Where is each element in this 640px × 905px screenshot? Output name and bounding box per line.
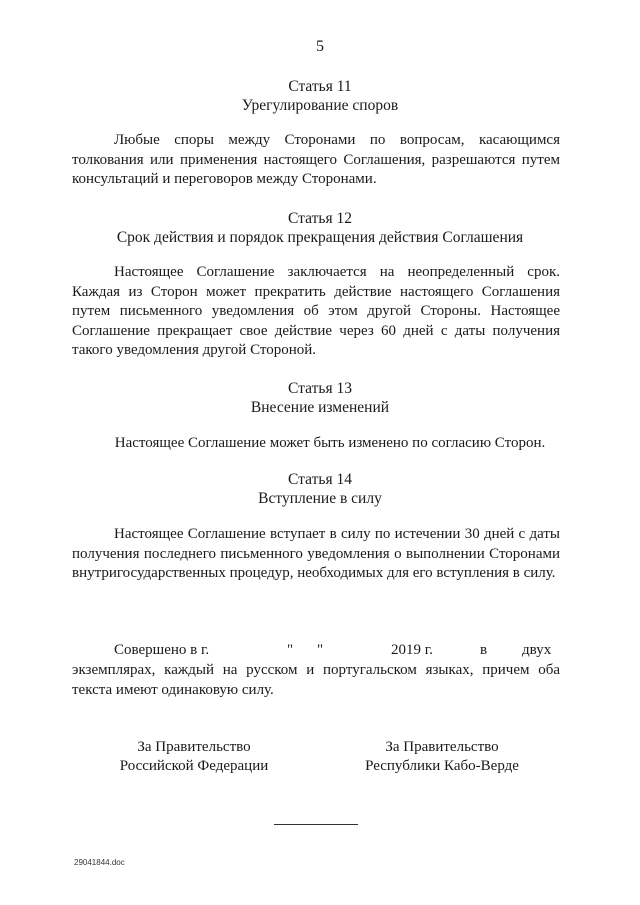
signing-clause-rest: экземплярах, каждый на русском и португальском языках, причем оба текста имеют одинаковую силу. (72, 662, 560, 698)
signed-place: Совершено в г. (114, 642, 210, 658)
article-12-number: Статья 12 (288, 210, 352, 227)
article-13-title: Внесение изменений (250, 399, 390, 416)
article-14-number: Статья 14 (288, 471, 352, 488)
signature-right-line1: За Правительство (385, 739, 499, 755)
signature-left-line1: За Правительство (137, 739, 251, 755)
article-11-title: Урегулирование споров (241, 97, 399, 114)
article-11-number: Статья 11 (288, 78, 352, 95)
article-13-number: Статья 13 (288, 380, 352, 397)
signature-right-line2: Республики Кабо-Верде (365, 758, 519, 774)
signed-in: в (480, 642, 488, 658)
article-14-title: Вступление в силу (258, 490, 382, 507)
signature-left-line2: Российской Федерации (119, 758, 269, 774)
article-13-text: Настоящее Соглашение может быть изменено по согласию Сторон. (114, 435, 546, 451)
page-number: 5 (316, 38, 324, 55)
signed-year: 2019 г. (391, 642, 433, 658)
closing-rule (274, 824, 358, 825)
article-14-text: Настоящее Соглашение вступает в силу по истечении 30 дней с даты получения последнего письменного уведомления о выполнении Сторонами внутригосударственных процедур, необходимых для его вступления в силу. (72, 526, 560, 581)
file-reference: 29041844.doc (74, 858, 125, 867)
quote-close: " (317, 642, 324, 658)
signed-two: двух (522, 642, 552, 658)
article-11-text: Любые споры между Сторонами по вопросам, касающимся толкования или применения настоящего Соглашения, разрешаются путем консультаций и переговоров между Сторонами. (72, 132, 560, 187)
quote-open: " (287, 642, 294, 658)
article-12-text: Настоящее Соглашение заключается на неопределенный срок. Каждая из Сторон может прекратить действие настоящего Соглашения путем письменного уведомления об этом другой Стороны. Настоящее Соглашение прекращает свое действие через 60 дней с даты получения такого уведомления другой Стороной. (72, 264, 560, 358)
article-12-title: Срок действия и порядок прекращения действия Соглашения (116, 229, 524, 246)
